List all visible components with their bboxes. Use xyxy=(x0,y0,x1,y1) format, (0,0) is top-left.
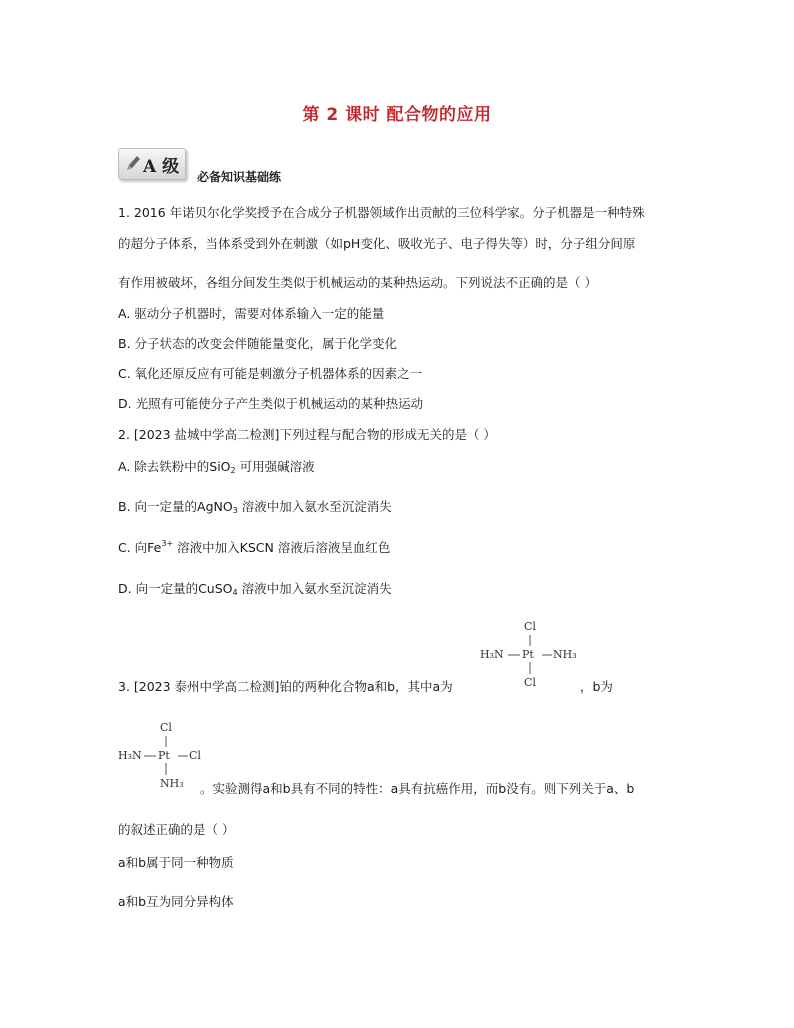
q2-option-c-text: C. 向Fe xyxy=(118,540,162,555)
pencil-icon xyxy=(125,154,141,172)
q1-option-a: A. 驱动分子机器时，需要对体系输入一定的能量 xyxy=(118,306,385,321)
q1-line3: 有作用被破坏，各组分间发生类似于机械运动的某种热运动。下列说法不正确的是（ ） xyxy=(118,275,597,290)
structure-a-center: Pt xyxy=(522,648,534,661)
q3-stem-part2: ，b为 xyxy=(580,679,613,694)
q2-option-c-superscript: 3+ xyxy=(161,539,174,548)
section-label: 必备知识基础练 xyxy=(197,170,282,184)
q1-option-b: B. 分子状态的改变会伴随能量变化，属于化学变化 xyxy=(118,336,398,351)
q2-stem: 2. [2023 盐城中学高二检测]下列过程与配合物的形成无关的是（ ） xyxy=(118,427,496,442)
structure-b-bottom: NH₃ xyxy=(160,777,184,790)
q2-option-c xyxy=(118,538,390,556)
structure-a-left: H₃N xyxy=(480,648,504,661)
q2-option-b-rest: 溶液中加入氨水至沉淀消失 xyxy=(237,499,392,514)
structure-b xyxy=(118,719,213,791)
q1-line1: 1. 2016 年诺贝尔化学奖授予在合成分子机器领域作出贡献的三位科学家。分子机器是一种特殊 xyxy=(118,205,645,220)
level-badge xyxy=(118,148,186,180)
structure-b-top: Cl xyxy=(160,721,172,734)
q2-option-d-subscript: 4 xyxy=(232,588,238,597)
q2-option-c-rest: 溶液中加入KSCN 溶液后溶液呈血红色 xyxy=(173,540,391,555)
q2-option-d-rest: 溶液中加入氨水至沉淀消失 xyxy=(237,581,392,596)
structure-b-right: Cl xyxy=(189,749,201,762)
structure-a-top: Cl xyxy=(524,620,536,633)
structure-a-bottom: Cl xyxy=(524,676,536,689)
structure-a-right: NH₃ xyxy=(553,648,577,661)
structure-a xyxy=(480,618,580,690)
q2-option-b-subscript: 3 xyxy=(232,506,238,515)
q2-option-d-text: D. 向一定量的CuSO xyxy=(118,581,233,596)
q3-option-2: a和b互为同分异构体 xyxy=(118,894,234,909)
page-title: 第 2 课时 配合物的应用 xyxy=(302,105,492,125)
q1-option-c: C. 氧化还原反应有可能是刺激分子机器体系的因素之一 xyxy=(118,366,423,381)
structure-b-center: Pt xyxy=(158,749,170,762)
q3-stem-part1: 3. [2023 泰州中学高二检测]铂的两种化合物a和b，其中a为 xyxy=(118,679,453,694)
q2-option-b-text: B. 向一定量的AgNO xyxy=(118,499,233,514)
q2-option-b xyxy=(118,497,392,515)
q2-option-a-subscript: 2 xyxy=(230,466,236,475)
q3-option-1: a和b属于同一种物质 xyxy=(118,855,234,870)
q3-stem-end: 的叙述正确的是（ ） xyxy=(118,822,235,837)
q1-option-d: D. 光照有可能使分子产生类似于机械运动的某种热运动 xyxy=(118,396,424,411)
q2-option-d xyxy=(118,579,392,597)
level-badge-text: A 级 xyxy=(143,157,180,177)
q2-option-a-rest: 可用强碱溶液 xyxy=(235,459,315,474)
q1-line2: 的超分子体系，当体系受到外在刺激（如pH变化、吸收光子、电子得失等）时，分子组分间原 xyxy=(118,236,636,251)
q3-after-b: 。实验测得a和b具有不同的特性：a具有抗癌作用，而b没有。则下列关于a、b xyxy=(200,781,635,796)
q2-option-a xyxy=(118,457,315,475)
q2-option-a-text: A. 除去铁粉中的SiO xyxy=(118,459,231,474)
structure-b-left: H₃N xyxy=(118,749,142,762)
